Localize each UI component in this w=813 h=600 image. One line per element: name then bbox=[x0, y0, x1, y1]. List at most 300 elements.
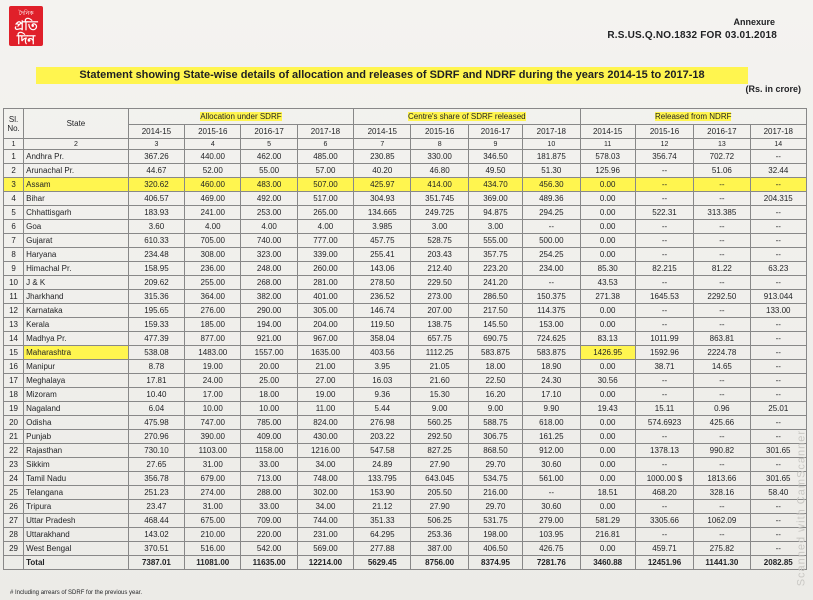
table-row bbox=[4, 430, 807, 444]
value-cell: 25.00 bbox=[241, 374, 297, 388]
value-cell: 475.98 bbox=[128, 416, 184, 430]
value-cell: 10.00 bbox=[241, 402, 297, 416]
value-cell: 462.00 bbox=[241, 150, 297, 164]
table-row bbox=[4, 304, 807, 318]
sl-no-cell: 14 bbox=[4, 332, 24, 346]
value-cell: 146.74 bbox=[354, 304, 411, 318]
sl-no-cell: 5 bbox=[4, 206, 24, 220]
value-cell: 286.50 bbox=[468, 290, 522, 304]
value-cell: 29.70 bbox=[468, 500, 522, 514]
value-cell: 1000.00 $ bbox=[635, 472, 693, 486]
table-row bbox=[4, 164, 807, 178]
value-cell: 22.50 bbox=[468, 374, 522, 388]
value-cell: 20.00 bbox=[241, 360, 297, 374]
value-cell: 306.75 bbox=[468, 430, 522, 444]
year-header: 2014-15 bbox=[354, 125, 411, 139]
value-cell: 15.30 bbox=[411, 388, 468, 402]
state-cell: Nagaland bbox=[24, 402, 129, 416]
state-cell: Haryana bbox=[24, 248, 129, 262]
table-row bbox=[4, 444, 807, 458]
value-cell: 468.20 bbox=[635, 486, 693, 500]
value-cell: 369.00 bbox=[468, 192, 522, 206]
value-cell: 236.52 bbox=[354, 290, 411, 304]
value-cell: 346.50 bbox=[468, 150, 522, 164]
value-cell: 492.00 bbox=[241, 192, 297, 206]
table-row bbox=[4, 402, 807, 416]
state-cell: Kerala bbox=[24, 318, 129, 332]
value-cell: -- bbox=[635, 178, 693, 192]
value-cell: 0.00 bbox=[580, 444, 635, 458]
value-cell: 0.00 bbox=[580, 430, 635, 444]
value-cell: 198.00 bbox=[468, 528, 522, 542]
value-cell: -- bbox=[694, 318, 750, 332]
value-cell: 507.00 bbox=[297, 178, 353, 192]
value-cell: 40.20 bbox=[354, 164, 411, 178]
value-cell: 133.00 bbox=[750, 304, 806, 318]
value-cell: 457.75 bbox=[354, 234, 411, 248]
value-cell: 302.00 bbox=[297, 486, 353, 500]
column-number: 6 bbox=[297, 139, 353, 150]
value-cell: 583.875 bbox=[523, 346, 580, 360]
value-cell: 6.04 bbox=[128, 402, 184, 416]
value-cell: 516.00 bbox=[185, 542, 241, 556]
value-cell: 15.11 bbox=[635, 402, 693, 416]
state-cell: Meghalaya bbox=[24, 374, 129, 388]
value-cell: 610.33 bbox=[128, 234, 184, 248]
column-number: 13 bbox=[694, 139, 750, 150]
value-cell: -- bbox=[635, 374, 693, 388]
value-cell: 30.60 bbox=[523, 500, 580, 514]
value-cell: 18.00 bbox=[468, 360, 522, 374]
value-cell: 0.00 bbox=[580, 500, 635, 514]
value-cell: 912.00 bbox=[523, 444, 580, 458]
value-cell: 153.90 bbox=[354, 486, 411, 500]
value-cell: 19.00 bbox=[185, 360, 241, 374]
state-cell: Bihar bbox=[24, 192, 129, 206]
value-cell: 38.71 bbox=[635, 360, 693, 374]
value-cell: 0.00 bbox=[580, 220, 635, 234]
value-cell: 709.00 bbox=[241, 514, 297, 528]
value-cell: 468.44 bbox=[128, 514, 184, 528]
sl-no-cell: 27 bbox=[4, 514, 24, 528]
value-cell: 255.00 bbox=[185, 276, 241, 290]
logo-small-text: দৈনিক bbox=[18, 11, 34, 17]
sl-no-cell: 8 bbox=[4, 248, 24, 262]
value-cell: 730.10 bbox=[128, 444, 184, 458]
value-cell: 294.25 bbox=[523, 206, 580, 220]
value-cell: 522.31 bbox=[635, 206, 693, 220]
value-cell: 3.00 bbox=[468, 220, 522, 234]
value-cell: -- bbox=[750, 528, 806, 542]
value-cell: -- bbox=[694, 388, 750, 402]
value-cell: -- bbox=[694, 234, 750, 248]
table-row bbox=[4, 248, 807, 262]
table-row bbox=[4, 528, 807, 542]
total-cell: 11635.00 bbox=[241, 556, 297, 570]
value-cell: 777.00 bbox=[297, 234, 353, 248]
value-cell: 279.00 bbox=[523, 514, 580, 528]
value-cell: 55.00 bbox=[241, 164, 297, 178]
value-cell: 260.00 bbox=[297, 262, 353, 276]
value-cell: 29.70 bbox=[468, 458, 522, 472]
value-cell: 560.25 bbox=[411, 416, 468, 430]
table-row bbox=[4, 346, 807, 360]
sl-no-cell: 3 bbox=[4, 178, 24, 192]
value-cell: 3305.66 bbox=[635, 514, 693, 528]
value-cell: 212.40 bbox=[411, 262, 468, 276]
table-row bbox=[4, 262, 807, 276]
value-cell: 561.00 bbox=[523, 472, 580, 486]
year-header: 2017-18 bbox=[297, 125, 353, 139]
value-cell: 0.00 bbox=[580, 416, 635, 430]
value-cell: 301.65 bbox=[750, 444, 806, 458]
value-cell: 1635.00 bbox=[297, 346, 353, 360]
value-cell: 657.75 bbox=[411, 332, 468, 346]
value-cell: 0.00 bbox=[580, 192, 635, 206]
value-cell: 1103.00 bbox=[185, 444, 241, 458]
value-cell: 268.00 bbox=[241, 276, 297, 290]
sl-no-cell: 2 bbox=[4, 164, 24, 178]
total-cell: 11081.00 bbox=[185, 556, 241, 570]
sl-no-cell: 29 bbox=[4, 542, 24, 556]
value-cell: 967.00 bbox=[297, 332, 353, 346]
total-cell: 8374.95 bbox=[468, 556, 522, 570]
value-cell: 485.00 bbox=[297, 150, 353, 164]
value-cell: 426.75 bbox=[523, 542, 580, 556]
value-cell: 330.00 bbox=[411, 150, 468, 164]
value-cell: 11.00 bbox=[297, 402, 353, 416]
value-cell: 425.66 bbox=[694, 416, 750, 430]
sl-no-cell: 9 bbox=[4, 262, 24, 276]
table-row bbox=[4, 276, 807, 290]
value-cell: -- bbox=[750, 346, 806, 360]
value-cell: -- bbox=[750, 416, 806, 430]
total-cell: 11441.30 bbox=[694, 556, 750, 570]
value-cell: 3.985 bbox=[354, 220, 411, 234]
value-cell: 24.30 bbox=[523, 374, 580, 388]
value-cell: 0.00 bbox=[580, 318, 635, 332]
value-cell: 1011.99 bbox=[635, 332, 693, 346]
state-cell: Rajasthan bbox=[24, 444, 129, 458]
value-cell: 27.90 bbox=[411, 458, 468, 472]
state-cell: Maharashtra bbox=[24, 346, 129, 360]
total-cell: 8756.00 bbox=[411, 556, 468, 570]
value-cell: 49.50 bbox=[468, 164, 522, 178]
total-cell: 3460.88 bbox=[580, 556, 635, 570]
value-cell: -- bbox=[694, 430, 750, 444]
value-cell: -- bbox=[750, 514, 806, 528]
value-cell: 19.00 bbox=[297, 388, 353, 402]
value-cell: 249.725 bbox=[411, 206, 468, 220]
value-cell: 9.00 bbox=[468, 402, 522, 416]
value-cell: 203.43 bbox=[411, 248, 468, 262]
state-cell: Tamil Nadu bbox=[24, 472, 129, 486]
table-row bbox=[4, 374, 807, 388]
value-cell: 328.16 bbox=[694, 486, 750, 500]
sl-no-header: Sl. No. bbox=[4, 109, 24, 139]
table-row bbox=[4, 458, 807, 472]
column-number: 4 bbox=[185, 139, 241, 150]
total-cell: 2082.85 bbox=[750, 556, 806, 570]
column-number: 1 bbox=[4, 139, 24, 150]
value-cell: 356.74 bbox=[635, 150, 693, 164]
column-number: 8 bbox=[411, 139, 468, 150]
value-cell: 542.00 bbox=[241, 542, 297, 556]
value-cell: 14.65 bbox=[694, 360, 750, 374]
value-cell: 0.00 bbox=[580, 360, 635, 374]
value-cell: -- bbox=[750, 206, 806, 220]
column-number-row bbox=[4, 139, 807, 150]
value-cell: -- bbox=[750, 388, 806, 402]
value-cell: 990.82 bbox=[694, 444, 750, 458]
year-header: 2016-17 bbox=[694, 125, 750, 139]
value-cell: 85.30 bbox=[580, 262, 635, 276]
table-row bbox=[4, 500, 807, 514]
value-cell: 103.95 bbox=[523, 528, 580, 542]
value-cell: 21.12 bbox=[354, 500, 411, 514]
value-cell: 34.00 bbox=[297, 500, 353, 514]
value-cell: 229.50 bbox=[411, 276, 468, 290]
group-header-sdrf-released bbox=[354, 109, 580, 125]
value-cell: 220.00 bbox=[241, 528, 297, 542]
value-cell: 313.385 bbox=[694, 206, 750, 220]
value-cell: 401.00 bbox=[297, 290, 353, 304]
value-cell: 204.315 bbox=[750, 192, 806, 206]
table-row bbox=[4, 542, 807, 556]
group-header-sdrf-allocation-label: Allocation under SDRF bbox=[200, 112, 282, 121]
sl-no-cell: 12 bbox=[4, 304, 24, 318]
column-number: 7 bbox=[354, 139, 411, 150]
value-cell: 230.85 bbox=[354, 150, 411, 164]
value-cell: 9.36 bbox=[354, 388, 411, 402]
value-cell: 24.89 bbox=[354, 458, 411, 472]
value-cell: 877.00 bbox=[185, 332, 241, 346]
value-cell: 17.00 bbox=[185, 388, 241, 402]
value-cell: 210.00 bbox=[185, 528, 241, 542]
sl-no-cell: 16 bbox=[4, 360, 24, 374]
value-cell: 254.25 bbox=[523, 248, 580, 262]
value-cell: 23.47 bbox=[128, 500, 184, 514]
value-cell: 234.48 bbox=[128, 248, 184, 262]
value-cell: 301.65 bbox=[750, 472, 806, 486]
allocation-table bbox=[3, 108, 807, 570]
state-cell: Sikkim bbox=[24, 458, 129, 472]
value-cell: 63.23 bbox=[750, 262, 806, 276]
value-cell: 1112.25 bbox=[411, 346, 468, 360]
value-cell: 133.795 bbox=[354, 472, 411, 486]
value-cell: 744.00 bbox=[297, 514, 353, 528]
value-cell: -- bbox=[750, 318, 806, 332]
value-cell: 51.06 bbox=[694, 164, 750, 178]
value-cell: 538.08 bbox=[128, 346, 184, 360]
value-cell: 434.70 bbox=[468, 178, 522, 192]
value-cell: 430.00 bbox=[297, 430, 353, 444]
value-cell: 367.26 bbox=[128, 150, 184, 164]
value-cell: 203.22 bbox=[354, 430, 411, 444]
value-cell: 0.00 bbox=[580, 458, 635, 472]
question-reference: R.S.US.Q.NO.1832 FOR 03.01.2018 bbox=[607, 30, 777, 41]
state-cell: Tripura bbox=[24, 500, 129, 514]
year-header: 2015-16 bbox=[635, 125, 693, 139]
value-cell: 0.00 bbox=[580, 542, 635, 556]
total-cell: 7281.76 bbox=[523, 556, 580, 570]
value-cell: 82.215 bbox=[635, 262, 693, 276]
value-cell: 138.75 bbox=[411, 318, 468, 332]
value-cell: 8.78 bbox=[128, 360, 184, 374]
value-cell: 913.044 bbox=[750, 290, 806, 304]
value-cell: 223.20 bbox=[468, 262, 522, 276]
value-cell: 231.00 bbox=[297, 528, 353, 542]
value-cell: 4.00 bbox=[185, 220, 241, 234]
value-cell: -- bbox=[694, 528, 750, 542]
value-cell: 145.50 bbox=[468, 318, 522, 332]
value-cell: -- bbox=[523, 486, 580, 500]
state-cell: Chhattisgarh bbox=[24, 206, 129, 220]
value-cell: 0.00 bbox=[580, 388, 635, 402]
value-cell: -- bbox=[635, 500, 693, 514]
value-cell: 0.96 bbox=[694, 402, 750, 416]
table-row bbox=[4, 360, 807, 374]
value-cell: 209.62 bbox=[128, 276, 184, 290]
year-header: 2015-16 bbox=[411, 125, 468, 139]
value-cell: 278.50 bbox=[354, 276, 411, 290]
table-row bbox=[4, 220, 807, 234]
table-row bbox=[4, 388, 807, 402]
value-cell: 275.82 bbox=[694, 542, 750, 556]
value-cell: 1483.00 bbox=[185, 346, 241, 360]
value-cell: -- bbox=[523, 276, 580, 290]
state-header: State bbox=[24, 109, 129, 139]
value-cell: 1592.96 bbox=[635, 346, 693, 360]
value-cell: -- bbox=[694, 304, 750, 318]
value-cell: -- bbox=[694, 192, 750, 206]
value-cell: 868.50 bbox=[468, 444, 522, 458]
value-cell: 547.58 bbox=[354, 444, 411, 458]
scanner-watermark: Scanned with CamScanner bbox=[795, 430, 807, 587]
value-cell: 702.72 bbox=[694, 150, 750, 164]
value-cell: 195.65 bbox=[128, 304, 184, 318]
value-cell: 387.00 bbox=[411, 542, 468, 556]
value-cell: 204.00 bbox=[297, 318, 353, 332]
value-cell: 27.00 bbox=[297, 374, 353, 388]
value-cell: 277.88 bbox=[354, 542, 411, 556]
value-cell: 0.00 bbox=[580, 248, 635, 262]
value-cell: 517.00 bbox=[297, 192, 353, 206]
value-cell: 255.41 bbox=[354, 248, 411, 262]
year-header: 2014-15 bbox=[580, 125, 635, 139]
value-cell: 356.78 bbox=[128, 472, 184, 486]
state-cell: West Bengal bbox=[24, 542, 129, 556]
value-cell: 216.00 bbox=[468, 486, 522, 500]
value-cell: -- bbox=[635, 220, 693, 234]
logo-big-text: প্রতি দিন bbox=[14, 18, 38, 47]
total-cell: 5629.45 bbox=[354, 556, 411, 570]
value-cell: 4.00 bbox=[297, 220, 353, 234]
value-cell: -- bbox=[750, 178, 806, 192]
value-cell: -- bbox=[750, 220, 806, 234]
value-cell: 489.36 bbox=[523, 192, 580, 206]
value-cell: 236.00 bbox=[185, 262, 241, 276]
group-header-ndrf-released bbox=[580, 109, 807, 125]
column-number: 14 bbox=[750, 139, 806, 150]
value-cell: 581.29 bbox=[580, 514, 635, 528]
value-cell: -- bbox=[694, 276, 750, 290]
value-cell: 217.50 bbox=[468, 304, 522, 318]
value-cell: 440.00 bbox=[185, 150, 241, 164]
table-row bbox=[4, 192, 807, 206]
value-cell: 159.33 bbox=[128, 318, 184, 332]
sl-no-cell: 25 bbox=[4, 486, 24, 500]
column-number: 2 bbox=[24, 139, 129, 150]
value-cell: 304.93 bbox=[354, 192, 411, 206]
year-header: 2017-18 bbox=[523, 125, 580, 139]
value-cell: 44.67 bbox=[128, 164, 184, 178]
state-cell: Jharkhand bbox=[24, 290, 129, 304]
value-cell: 740.00 bbox=[241, 234, 297, 248]
column-number: 11 bbox=[580, 139, 635, 150]
value-cell: 16.20 bbox=[468, 388, 522, 402]
value-cell: 251.23 bbox=[128, 486, 184, 500]
value-cell: 30.60 bbox=[523, 458, 580, 472]
column-number: 3 bbox=[128, 139, 184, 150]
state-cell: Telangana bbox=[24, 486, 129, 500]
sl-no-cell: 7 bbox=[4, 234, 24, 248]
table-row bbox=[4, 234, 807, 248]
value-cell: 390.00 bbox=[185, 430, 241, 444]
value-cell: 675.00 bbox=[185, 514, 241, 528]
table-row bbox=[4, 318, 807, 332]
value-cell: 0.00 bbox=[580, 472, 635, 486]
value-cell: 531.75 bbox=[468, 514, 522, 528]
sl-no-cell: 11 bbox=[4, 290, 24, 304]
value-cell: -- bbox=[635, 458, 693, 472]
value-cell: 21.05 bbox=[411, 360, 468, 374]
value-cell: 290.00 bbox=[241, 304, 297, 318]
state-cell: Mizoram bbox=[24, 388, 129, 402]
value-cell: 18.00 bbox=[241, 388, 297, 402]
value-cell: 690.75 bbox=[468, 332, 522, 346]
value-cell: 19.43 bbox=[580, 402, 635, 416]
value-cell: 3.00 bbox=[411, 220, 468, 234]
sl-no-cell: 10 bbox=[4, 276, 24, 290]
year-header: 2016-17 bbox=[241, 125, 297, 139]
value-cell: 574.6923 bbox=[635, 416, 693, 430]
value-cell: 578.03 bbox=[580, 150, 635, 164]
sl-no-cell: 1 bbox=[4, 150, 24, 164]
value-cell: 276.00 bbox=[185, 304, 241, 318]
value-cell: 253.00 bbox=[241, 206, 297, 220]
value-cell: -- bbox=[750, 234, 806, 248]
sl-no-cell: 20 bbox=[4, 416, 24, 430]
value-cell: 618.00 bbox=[523, 416, 580, 430]
value-cell: -- bbox=[750, 430, 806, 444]
state-cell: Assam bbox=[24, 178, 129, 192]
value-cell: 1216.00 bbox=[297, 444, 353, 458]
value-cell: 194.00 bbox=[241, 318, 297, 332]
value-cell: 33.00 bbox=[241, 458, 297, 472]
newspaper-logo bbox=[9, 6, 43, 46]
value-cell: 17.10 bbox=[523, 388, 580, 402]
value-cell: 2224.78 bbox=[694, 346, 750, 360]
value-cell: 9.00 bbox=[411, 402, 468, 416]
value-cell: -- bbox=[694, 178, 750, 192]
sl-no-cell: 18 bbox=[4, 388, 24, 402]
table-row bbox=[4, 290, 807, 304]
total-cell: 7387.01 bbox=[128, 556, 184, 570]
table-row bbox=[4, 332, 807, 346]
value-cell: 863.81 bbox=[694, 332, 750, 346]
value-cell: 34.00 bbox=[297, 458, 353, 472]
